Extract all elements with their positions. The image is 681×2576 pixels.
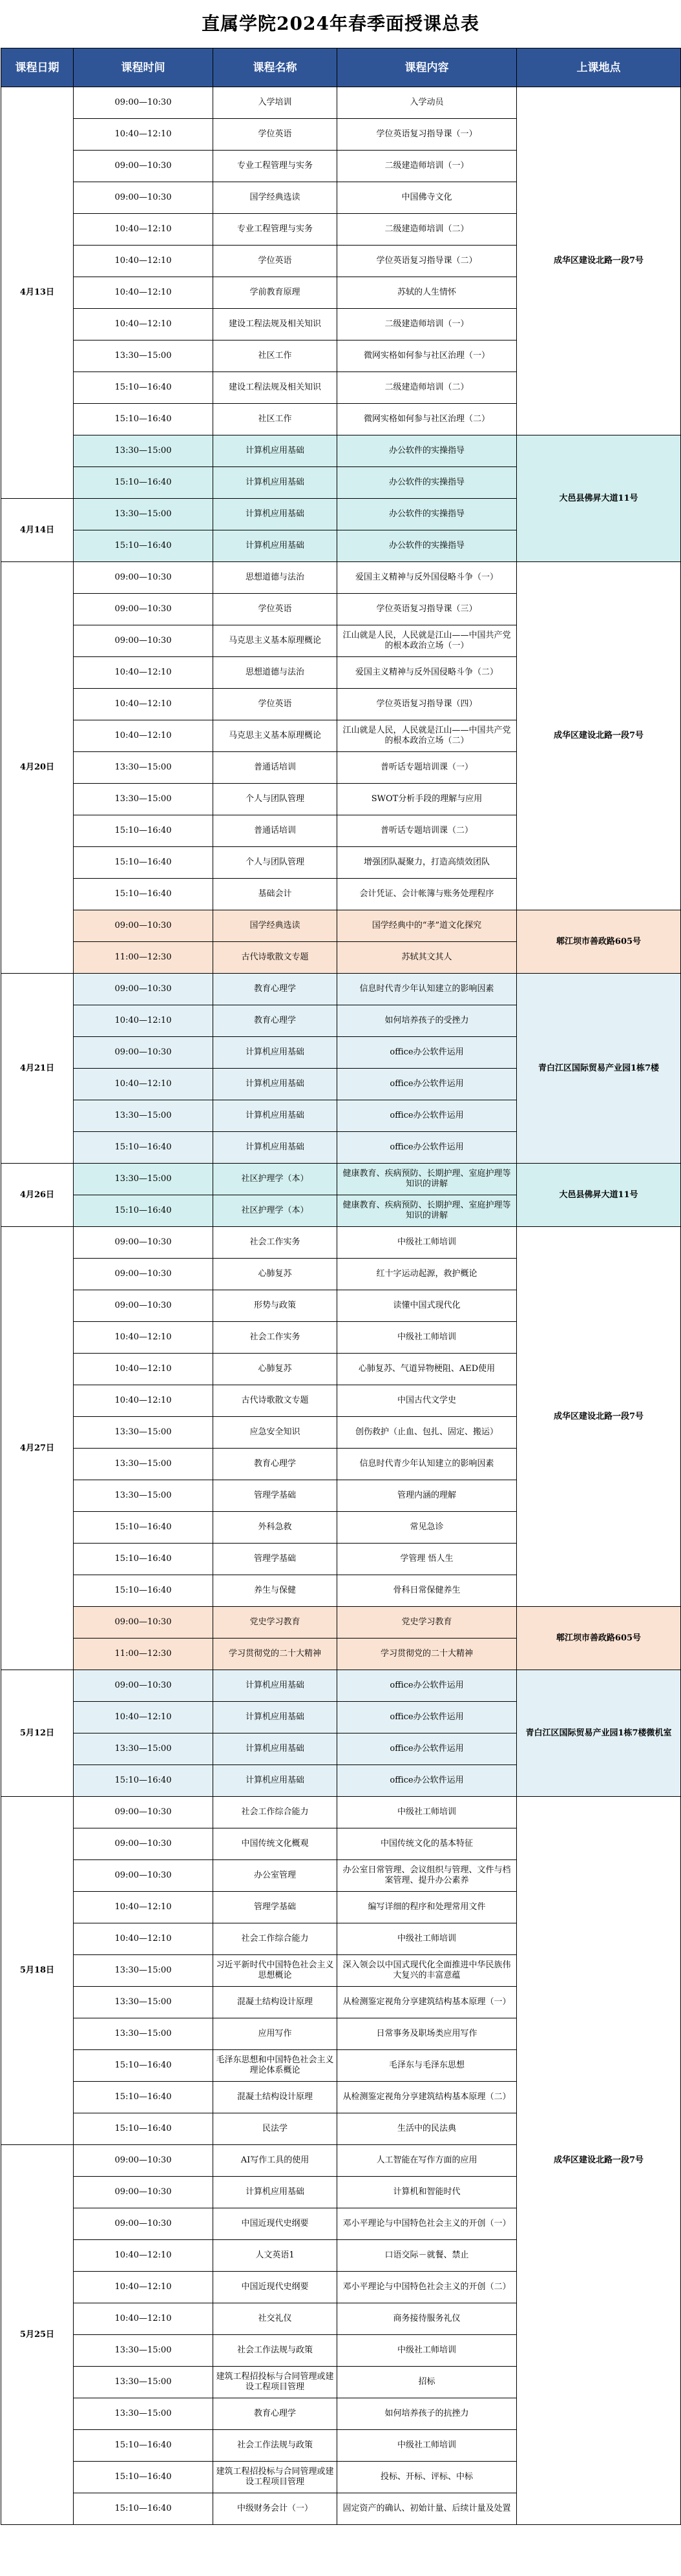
- time-cell: 09:00—10:30: [74, 151, 213, 182]
- course-content-cell: 办公软件的实操指导: [337, 467, 517, 499]
- location-cell: 成华区建设北路一段7号: [517, 87, 681, 435]
- date-cell: 4月13日: [1, 87, 74, 499]
- time-cell: 15:10—16:40: [74, 2493, 213, 2525]
- time-cell: 13:30—15:00: [74, 1733, 213, 1765]
- course-name-cell: 思想道德与法治: [213, 562, 337, 594]
- course-name-cell: 计算机应用基础: [213, 435, 337, 467]
- time-cell: 09:00—10:30: [74, 594, 213, 625]
- course-name-cell: 教育心理学: [213, 1449, 337, 1480]
- time-cell: 09:00—10:30: [74, 974, 213, 1005]
- course-name-cell: 计算机应用基础: [213, 1132, 337, 1164]
- course-name-cell: 计算机应用基础: [213, 1670, 337, 1702]
- time-cell: 15:10—16:40: [74, 2462, 213, 2493]
- course-name-cell: 中国传统文化概观: [213, 1828, 337, 1860]
- time-cell: 10:40—12:10: [74, 246, 213, 277]
- course-content-cell: 办公软件的实操指导: [337, 499, 517, 530]
- time-cell: 13:30—15:00: [74, 1480, 213, 1512]
- course-name-cell: AI写作工具的使用: [213, 2145, 337, 2177]
- course-name-cell: 社交礼仪: [213, 2303, 337, 2335]
- course-name-cell: 计算机应用基础: [213, 1037, 337, 1069]
- course-content-cell: 中级社工师培训: [337, 1227, 517, 1259]
- course-name-cell: 建设工程法规及相关知识: [213, 309, 337, 340]
- table-row: [1, 562, 681, 594]
- course-content-cell: office办公软件运用: [337, 1670, 517, 1702]
- time-cell: 15:10—16:40: [74, 2050, 213, 2082]
- time-cell: 10:40—12:10: [74, 689, 213, 720]
- time-cell: 11:00—12:30: [74, 942, 213, 974]
- course-name-cell: 应用写作: [213, 2018, 337, 2050]
- time-cell: 15:10—16:40: [74, 372, 213, 404]
- time-cell: 10:40—12:10: [74, 277, 213, 309]
- course-content-cell: 计算机和智能时代: [337, 2177, 517, 2208]
- time-cell: 13:30—15:00: [74, 1987, 213, 2018]
- location-cell: 成华区建设北路一段7号: [517, 1227, 681, 1607]
- location-cell: 成华区建设北路一段7号: [517, 562, 681, 910]
- course-content-cell: office办公软件运用: [337, 1702, 517, 1733]
- course-content-cell: 生活中的民法典: [337, 2113, 517, 2145]
- course-name-cell: 建筑工程招投标与合同管理或建设工程项目管理: [213, 2367, 337, 2398]
- location-cell: 大邑县佛昇大道11号: [517, 435, 681, 562]
- time-cell: 10:40—12:10: [74, 1354, 213, 1385]
- time-cell: 09:00—10:30: [74, 182, 213, 214]
- table-row: [1, 87, 681, 119]
- course-content-cell: 中国传统文化的基本特征: [337, 1828, 517, 1860]
- course-content-cell: 中国佛寺文化: [337, 182, 517, 214]
- course-content-cell: 国学经典中的“孝”道文化探究: [337, 910, 517, 942]
- time-cell: 10:40—12:10: [74, 1322, 213, 1354]
- table-row: [1, 1797, 681, 1828]
- time-cell: 10:40—12:10: [74, 2240, 213, 2272]
- time-cell: 13:30—15:00: [74, 784, 213, 815]
- course-name-cell: 计算机应用基础: [213, 1765, 337, 1797]
- time-cell: 09:00—10:30: [74, 1797, 213, 1828]
- course-content-cell: 二级建造师培训（一）: [337, 309, 517, 340]
- course-name-cell: 学位英语: [213, 689, 337, 720]
- course-content-cell: 固定资产的确认、初始计量、后续计量及处置: [337, 2493, 517, 2525]
- time-cell: 15:10—16:40: [74, 1512, 213, 1544]
- course-name-cell: 普通话培训: [213, 752, 337, 784]
- course-content-cell: 邓小平理论与中国特色社会主义的开创（二）: [337, 2272, 517, 2303]
- course-name-cell: 国学经典选读: [213, 182, 337, 214]
- course-content-cell: 微网实格如何参与社区治理（二）: [337, 404, 517, 435]
- course-content-cell: 办公软件的实操指导: [337, 530, 517, 562]
- time-cell: 13:30—15:00: [74, 2367, 213, 2398]
- date-cell: 5月12日: [1, 1670, 74, 1797]
- header-course: 课程名称: [213, 48, 337, 87]
- course-name-cell: 中国近现代史纲要: [213, 2208, 337, 2240]
- time-cell: 11:00—12:30: [74, 1639, 213, 1670]
- course-content-cell: 管理内涵的理解: [337, 1480, 517, 1512]
- time-cell: 10:40—12:10: [74, 214, 213, 246]
- course-content-cell: 学位英语复习指导课（二）: [337, 246, 517, 277]
- course-content-cell: 中级社工师培训: [337, 1322, 517, 1354]
- location-cell: 青白江区国际贸易产业园1栋7楼微机室: [517, 1670, 681, 1797]
- course-content-cell: 商务接待服务礼仪: [337, 2303, 517, 2335]
- course-content-cell: office办公软件运用: [337, 1132, 517, 1164]
- time-cell: 15:10—16:40: [74, 2113, 213, 2145]
- table-row: [1, 435, 681, 467]
- time-cell: 09:00—10:30: [74, 1607, 213, 1639]
- date-cell: 4月14日: [1, 499, 74, 562]
- time-cell: 13:30—15:00: [74, 340, 213, 372]
- course-name-cell: 学位英语: [213, 119, 337, 151]
- time-cell: 10:40—12:10: [74, 1385, 213, 1417]
- course-name-cell: 社会工作综合能力: [213, 1797, 337, 1828]
- course-content-cell: 江山就是人民，人民就是江山——中国共产党的根本政治立场（一）: [337, 625, 517, 657]
- course-name-cell: 学前教育原理: [213, 277, 337, 309]
- time-cell: 13:30—15:00: [74, 2398, 213, 2430]
- table-row: [1, 910, 681, 942]
- time-cell: 13:30—15:00: [74, 1417, 213, 1449]
- course-name-cell: 专业工程管理与实务: [213, 151, 337, 182]
- course-name-cell: 管理学基础: [213, 1892, 337, 1923]
- course-name-cell: 学习贯彻党的二十大精神: [213, 1639, 337, 1670]
- time-cell: 15:10—16:40: [74, 2430, 213, 2462]
- table-row: [1, 1607, 681, 1639]
- course-name-cell: 中国近现代史纲要: [213, 2272, 337, 2303]
- location-cell: 郫江坝市善政路605号: [517, 910, 681, 974]
- course-name-cell: 社区工作: [213, 404, 337, 435]
- course-name-cell: 思想道德与法治: [213, 657, 337, 689]
- course-content-cell: 投标、开标、评标、中标: [337, 2462, 517, 2493]
- time-cell: 15:10—16:40: [74, 530, 213, 562]
- course-name-cell: 计算机应用基础: [213, 1069, 337, 1100]
- location-cell: 大邑县佛昇大道11号: [517, 1164, 681, 1227]
- table-row: [1, 1670, 681, 1702]
- date-cell: 4月21日: [1, 974, 74, 1164]
- header-content: 课程内容: [337, 48, 517, 87]
- course-name-cell: 社会工作综合能力: [213, 1923, 337, 1955]
- time-cell: 13:30—15:00: [74, 435, 213, 467]
- course-content-cell: 读懂中国式现代化: [337, 1290, 517, 1322]
- time-cell: 13:30—15:00: [74, 499, 213, 530]
- course-content-cell: 增强团队凝聚力，打造高绩效团队: [337, 847, 517, 879]
- time-cell: 09:00—10:30: [74, 1290, 213, 1322]
- course-content-cell: 骨科日常保健养生: [337, 1575, 517, 1607]
- course-content-cell: 爱国主义精神与反外国侵略斗争（二）: [337, 657, 517, 689]
- table-header-row: [1, 48, 681, 87]
- course-content-cell: 心肺复苏、气道异物梗阻、AED使用: [337, 1354, 517, 1385]
- date-cell: 5月25日: [1, 2145, 74, 2525]
- date-cell: 5月18日: [1, 1797, 74, 2145]
- table-row: [1, 974, 681, 1005]
- course-content-cell: 信息时代青少年认知建立的影响因素: [337, 974, 517, 1005]
- course-content-cell: 健康教育、疾病预防、长期护理、室庭护理等知识的讲解: [337, 1164, 517, 1195]
- table-row: [1, 1227, 681, 1259]
- date-cell: 4月20日: [1, 562, 74, 974]
- time-cell: 13:30—15:00: [74, 1449, 213, 1480]
- time-cell: 13:30—15:00: [74, 752, 213, 784]
- course-content-cell: 会计凭证、会计帐簿与账务处理程序: [337, 879, 517, 910]
- date-cell: 4月27日: [1, 1227, 74, 1670]
- course-name-cell: 外科急救: [213, 1512, 337, 1544]
- course-content-cell: 常见急诊: [337, 1512, 517, 1544]
- time-cell: 13:30—15:00: [74, 2335, 213, 2367]
- time-cell: 15:10—16:40: [74, 1195, 213, 1227]
- course-content-cell: 江山就是人民，人民就是江山——中国共产党的根本政治立场（二）: [337, 720, 517, 752]
- course-name-cell: 入学培训: [213, 87, 337, 119]
- course-content-cell: office办公软件运用: [337, 1765, 517, 1797]
- course-name-cell: 社区护理学（本）: [213, 1164, 337, 1195]
- course-name-cell: 心肺复苏: [213, 1259, 337, 1290]
- course-content-cell: 如何培养孩子的抗挫力: [337, 2398, 517, 2430]
- time-cell: 10:40—12:10: [74, 1923, 213, 1955]
- time-cell: 10:40—12:10: [74, 2303, 213, 2335]
- course-name-cell: 人文英语1: [213, 2240, 337, 2272]
- course-content-cell: 从检测鉴定视角分享建筑结构基本原理（二）: [337, 2082, 517, 2113]
- course-content-cell: 二级建造师培训（二）: [337, 372, 517, 404]
- course-name-cell: 社会工作法规与政策: [213, 2430, 337, 2462]
- course-name-cell: 社会工作法规与政策: [213, 2335, 337, 2367]
- time-cell: 09:00—10:30: [74, 562, 213, 594]
- time-cell: 09:00—10:30: [74, 2208, 213, 2240]
- course-content-cell: 健康教育、疾病预防、长期护理、室庭护理等知识的讲解: [337, 1195, 517, 1227]
- course-content-cell: 中级社工师培训: [337, 2430, 517, 2462]
- schedule-table: [1, 48, 681, 2525]
- time-cell: 10:40—12:10: [74, 720, 213, 752]
- course-content-cell: 二级建造师培训（二）: [337, 214, 517, 246]
- course-content-cell: 普听话专题培训课（一）: [337, 752, 517, 784]
- location-cell: 青白江区国际贸易产业园1栋7楼: [517, 974, 681, 1164]
- location-cell: 成华区建设北路一段7号: [517, 1797, 681, 2525]
- course-name-cell: 社会工作实务: [213, 1227, 337, 1259]
- course-name-cell: 民法学: [213, 2113, 337, 2145]
- time-cell: 15:10—16:40: [74, 2082, 213, 2113]
- course-content-cell: 人工智能在写作方面的应用: [337, 2145, 517, 2177]
- course-name-cell: 管理学基础: [213, 1480, 337, 1512]
- time-cell: 13:30—15:00: [74, 1164, 213, 1195]
- time-cell: 15:10—16:40: [74, 879, 213, 910]
- course-content-cell: 学管理 悟人生: [337, 1544, 517, 1575]
- course-content-cell: 办公软件的实操指导: [337, 435, 517, 467]
- course-name-cell: 专业工程管理与实务: [213, 214, 337, 246]
- time-cell: 15:10—16:40: [74, 1575, 213, 1607]
- course-content-cell: 入学动员: [337, 87, 517, 119]
- course-name-cell: 党史学习教育: [213, 1607, 337, 1639]
- course-name-cell: 马克思主义基本原理概论: [213, 625, 337, 657]
- course-content-cell: 招标: [337, 2367, 517, 2398]
- date-cell: 4月26日: [1, 1164, 74, 1227]
- time-cell: 09:00—10:30: [74, 1860, 213, 1892]
- time-cell: 10:40—12:10: [74, 657, 213, 689]
- course-content-cell: 邓小平理论与中国特色社会主义的开创（一）: [337, 2208, 517, 2240]
- course-content-cell: 苏轼其文其人: [337, 942, 517, 974]
- course-content-cell: 学位英语复习指导课（一）: [337, 119, 517, 151]
- course-content-cell: 中国古代文学史: [337, 1385, 517, 1417]
- time-cell: 15:10—16:40: [74, 847, 213, 879]
- course-content-cell: office办公软件运用: [337, 1069, 517, 1100]
- time-cell: 10:40—12:10: [74, 1005, 213, 1037]
- course-name-cell: 计算机应用基础: [213, 1100, 337, 1132]
- course-content-cell: 微网实格如何参与社区治理（一）: [337, 340, 517, 372]
- course-name-cell: 普通话培训: [213, 815, 337, 847]
- course-name-cell: 计算机应用基础: [213, 2177, 337, 2208]
- course-content-cell: 日常事务及职场类应用写作: [337, 2018, 517, 2050]
- course-content-cell: office办公软件运用: [337, 1100, 517, 1132]
- course-name-cell: 中级财务会计（一）: [213, 2493, 337, 2525]
- course-content-cell: 爱国主义精神与反外国侵略斗争（一）: [337, 562, 517, 594]
- course-content-cell: 苏轼的人生情怀: [337, 277, 517, 309]
- time-cell: 13:30—15:00: [74, 1955, 213, 1987]
- time-cell: 15:10—16:40: [74, 1132, 213, 1164]
- time-cell: 15:10—16:40: [74, 815, 213, 847]
- course-content-cell: 从检测鉴定视角分享建筑结构基本原理（一）: [337, 1987, 517, 2018]
- course-content-cell: 党史学习教育: [337, 1607, 517, 1639]
- course-name-cell: 管理学基础: [213, 1544, 337, 1575]
- course-name-cell: 古代诗歌散文专题: [213, 942, 337, 974]
- time-cell: 09:00—10:30: [74, 1259, 213, 1290]
- course-name-cell: 心肺复苏: [213, 1354, 337, 1385]
- course-name-cell: 办公室管理: [213, 1860, 337, 1892]
- course-name-cell: 毛泽东思想和中国特色社会主义理论体系概论: [213, 2050, 337, 2082]
- time-cell: 10:40—12:10: [74, 1702, 213, 1733]
- course-content-cell: 毛泽东与毛泽东思想: [337, 2050, 517, 2082]
- course-name-cell: 古代诗歌散文专题: [213, 1385, 337, 1417]
- header-location: 上课地点: [517, 48, 681, 87]
- course-content-cell: 编写详细的程序和处理常用文件: [337, 1892, 517, 1923]
- course-content-cell: 办公室日常管理、会议组织与管理、文件与档案管理、提升办公素养: [337, 1860, 517, 1892]
- course-content-cell: 中级社工师培训: [337, 1923, 517, 1955]
- course-content-cell: 红十字运动起源，救护概论: [337, 1259, 517, 1290]
- time-cell: 09:00—10:30: [74, 87, 213, 119]
- time-cell: 09:00—10:30: [74, 2145, 213, 2177]
- course-content-cell: 学位英语复习指导课（三）: [337, 594, 517, 625]
- header-time: 课程时间: [74, 48, 213, 87]
- course-name-cell: 教育心理学: [213, 2398, 337, 2430]
- location-cell: 郫江坝市善政路605号: [517, 1607, 681, 1670]
- course-name-cell: 计算机应用基础: [213, 1702, 337, 1733]
- course-name-cell: 计算机应用基础: [213, 1733, 337, 1765]
- course-name-cell: 个人与团队管理: [213, 847, 337, 879]
- time-cell: 09:00—10:30: [74, 1037, 213, 1069]
- course-name-cell: 养生与保健: [213, 1575, 337, 1607]
- time-cell: 15:10—16:40: [74, 1544, 213, 1575]
- course-content-cell: 中级社工师培训: [337, 2335, 517, 2367]
- course-content-cell: 如何培养孩子的受挫力: [337, 1005, 517, 1037]
- course-name-cell: 教育心理学: [213, 1005, 337, 1037]
- time-cell: 09:00—10:30: [74, 910, 213, 942]
- time-cell: 10:40—12:10: [74, 309, 213, 340]
- time-cell: 13:30—15:00: [74, 1100, 213, 1132]
- time-cell: 09:00—10:30: [74, 1227, 213, 1259]
- time-cell: 13:30—15:00: [74, 2018, 213, 2050]
- time-cell: 09:00—10:30: [74, 625, 213, 657]
- course-content-cell: 学习贯彻党的二十大精神: [337, 1639, 517, 1670]
- course-content-cell: 学位英语复习指导课（四）: [337, 689, 517, 720]
- time-cell: 10:40—12:10: [74, 119, 213, 151]
- time-cell: 10:40—12:10: [74, 1892, 213, 1923]
- course-name-cell: 学位英语: [213, 246, 337, 277]
- course-name-cell: 基础会计: [213, 879, 337, 910]
- table-row: [1, 1164, 681, 1195]
- course-name-cell: 混凝土结构设计原理: [213, 1987, 337, 2018]
- course-content-cell: 深入领会以中国式现代化全面推进中华民族伟大复兴的丰富意蕴: [337, 1955, 517, 1987]
- course-name-cell: 混凝土结构设计原理: [213, 2082, 337, 2113]
- course-content-cell: 普听话专题培训课（二）: [337, 815, 517, 847]
- time-cell: 09:00—10:30: [74, 1670, 213, 1702]
- course-name-cell: 社会工作实务: [213, 1322, 337, 1354]
- course-name-cell: 个人与团队管理: [213, 784, 337, 815]
- course-content-cell: 中级社工师培训: [337, 1797, 517, 1828]
- course-content-cell: SWOT分析手段的理解与应用: [337, 784, 517, 815]
- time-cell: 15:10—16:40: [74, 467, 213, 499]
- course-name-cell: 形势与政策: [213, 1290, 337, 1322]
- course-name-cell: 习近平新时代中国特色社会主义思想概论: [213, 1955, 337, 1987]
- time-cell: 09:00—10:30: [74, 1828, 213, 1860]
- course-name-cell: 教育心理学: [213, 974, 337, 1005]
- course-name-cell: 建设工程法规及相关知识: [213, 372, 337, 404]
- course-content-cell: 创伤救护（止血、包扎、固定、搬运）: [337, 1417, 517, 1449]
- course-name-cell: 计算机应用基础: [213, 467, 337, 499]
- time-cell: 10:40—12:10: [74, 1069, 213, 1100]
- time-cell: 10:40—12:10: [74, 2272, 213, 2303]
- page-title: 直属学院2024年春季面授课总表: [202, 13, 479, 34]
- course-name-cell: 国学经典选读: [213, 910, 337, 942]
- course-name-cell: 应急安全知识: [213, 1417, 337, 1449]
- course-name-cell: 社区护理学（本）: [213, 1195, 337, 1227]
- header-date: 课程日期: [1, 48, 74, 87]
- course-name-cell: 计算机应用基础: [213, 499, 337, 530]
- course-name-cell: 建筑工程招投标与合同管理或建设工程项目管理: [213, 2462, 337, 2493]
- course-name-cell: 社区工作: [213, 340, 337, 372]
- course-content-cell: 口语交际－就餐、禁止: [337, 2240, 517, 2272]
- course-content-cell: 信息时代青少年认知建立的影响因素: [337, 1449, 517, 1480]
- course-content-cell: office办公软件运用: [337, 1733, 517, 1765]
- course-content-cell: 二级建造师培训（一）: [337, 151, 517, 182]
- course-name-cell: 计算机应用基础: [213, 530, 337, 562]
- course-name-cell: 马克思主义基本原理概论: [213, 720, 337, 752]
- course-content-cell: office办公软件运用: [337, 1037, 517, 1069]
- time-cell: 15:10—16:40: [74, 1765, 213, 1797]
- time-cell: 15:10—16:40: [74, 404, 213, 435]
- time-cell: 09:00—10:30: [74, 2177, 213, 2208]
- course-name-cell: 学位英语: [213, 594, 337, 625]
